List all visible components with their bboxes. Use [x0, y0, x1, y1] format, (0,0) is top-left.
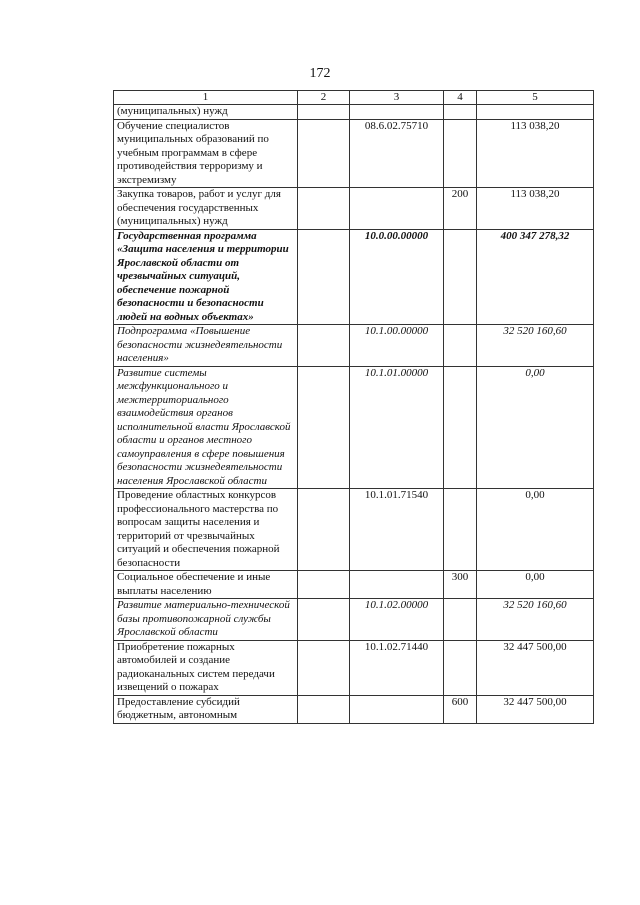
row-name-cell: Обучение специалистов муниципальных образований по учебным программам в сфере противодействия терроризму и экстремизму — [114, 119, 298, 188]
row-col2-cell — [298, 640, 350, 695]
row-type-cell — [444, 119, 477, 188]
row-code-cell — [350, 105, 444, 120]
row-col2-cell — [298, 366, 350, 489]
row-col2-cell — [298, 105, 350, 120]
column-header: 2 — [298, 91, 350, 105]
row-sum-cell: 0,00 — [477, 489, 594, 571]
row-type-cell — [444, 105, 477, 120]
row-type-cell: 200 — [444, 188, 477, 230]
table-row — [114, 599, 594, 641]
row-name-cell: Развитие системы межфункционального и межтерриториального взаимодействия органов исполнительной власти Ярославской области и органов местного самоуправления в сфере повышения безопасности жизнедеятельности населения Ярославской области — [114, 366, 298, 489]
row-col2-cell — [298, 599, 350, 641]
row-code-cell: 10.0.00.00000 — [350, 229, 444, 325]
table-row — [114, 229, 594, 325]
page-number: 172 — [309, 66, 331, 81]
row-sum-cell: 32 520 160,60 — [477, 325, 594, 367]
row-sum-cell: 32 447 500,00 — [477, 640, 594, 695]
row-sum-cell: 113 038,20 — [477, 119, 594, 188]
row-name-cell: Развитие материально-технической базы противопожарной службы Ярославской области — [114, 599, 298, 641]
row-code-cell: 08.6.02.75710 — [350, 119, 444, 188]
table-row — [114, 188, 594, 230]
table-row — [114, 105, 594, 120]
row-type-cell — [444, 366, 477, 489]
row-col2-cell — [298, 695, 350, 723]
row-type-cell — [444, 489, 477, 571]
row-col2-cell — [298, 489, 350, 571]
row-type-cell — [444, 229, 477, 325]
row-code-cell: 10.1.02.00000 — [350, 599, 444, 641]
row-type-cell — [444, 640, 477, 695]
row-sum-cell: 400 347 278,32 — [477, 229, 594, 325]
column-header: 4 — [444, 91, 477, 105]
table-row — [114, 640, 594, 695]
column-header: 3 — [350, 91, 444, 105]
row-type-cell — [444, 599, 477, 641]
row-col2-cell — [298, 571, 350, 599]
row-name-cell: Государственная программа «Защита населения и территории Ярославской области от чрезвычайных ситуаций, обеспечение пожарной безопасности и безопасности людей на водных объектах» — [114, 229, 298, 325]
row-name-cell: Предоставление субсидий бюджетным, автономным — [114, 695, 298, 723]
table-row — [114, 571, 594, 599]
row-sum-cell: 0,00 — [477, 366, 594, 489]
row-name-cell: Подпрограмма «Повышение безопасности жизнедеятельности населения» — [114, 325, 298, 367]
row-type-cell: 600 — [444, 695, 477, 723]
column-header: 5 — [477, 91, 594, 105]
row-name-cell: (муниципальных) нужд — [114, 105, 298, 120]
row-code-cell: 10.1.02.71440 — [350, 640, 444, 695]
row-col2-cell — [298, 188, 350, 230]
row-sum-cell — [477, 105, 594, 120]
table-row — [114, 325, 594, 367]
row-col2-cell — [298, 325, 350, 367]
row-code-cell — [350, 695, 444, 723]
budget-table — [113, 90, 594, 724]
row-code-cell — [350, 188, 444, 230]
row-col2-cell — [298, 229, 350, 325]
table-row — [114, 695, 594, 723]
table-row — [114, 366, 594, 489]
table-row — [114, 489, 594, 571]
row-code-cell: 10.1.00.00000 — [350, 325, 444, 367]
row-sum-cell: 32 447 500,00 — [477, 695, 594, 723]
row-code-cell — [350, 571, 444, 599]
row-col2-cell — [298, 119, 350, 188]
row-name-cell: Социальное обеспечение и иные выплаты населению — [114, 571, 298, 599]
table-header-row — [114, 91, 594, 105]
row-code-cell: 10.1.01.71540 — [350, 489, 444, 571]
row-name-cell: Закупка товаров, работ и услуг для обеспечения государственных (муниципальных) нужд — [114, 188, 298, 230]
row-type-cell: 300 — [444, 571, 477, 599]
column-header: 1 — [114, 91, 298, 105]
row-sum-cell: 32 520 160,60 — [477, 599, 594, 641]
row-code-cell: 10.1.01.00000 — [350, 366, 444, 489]
row-name-cell: Проведение областных конкурсов профессионального мастерства по вопросам защиты населения и территорий от чрезвычайных ситуаций и обеспечения пожарной безопасности — [114, 489, 298, 571]
row-type-cell — [444, 325, 477, 367]
row-sum-cell: 113 038,20 — [477, 188, 594, 230]
row-name-cell: Приобретение пожарных автомобилей и создание радиоканальных систем передачи извещений о пожарах — [114, 640, 298, 695]
row-sum-cell: 0,00 — [477, 571, 594, 599]
table-row — [114, 119, 594, 188]
